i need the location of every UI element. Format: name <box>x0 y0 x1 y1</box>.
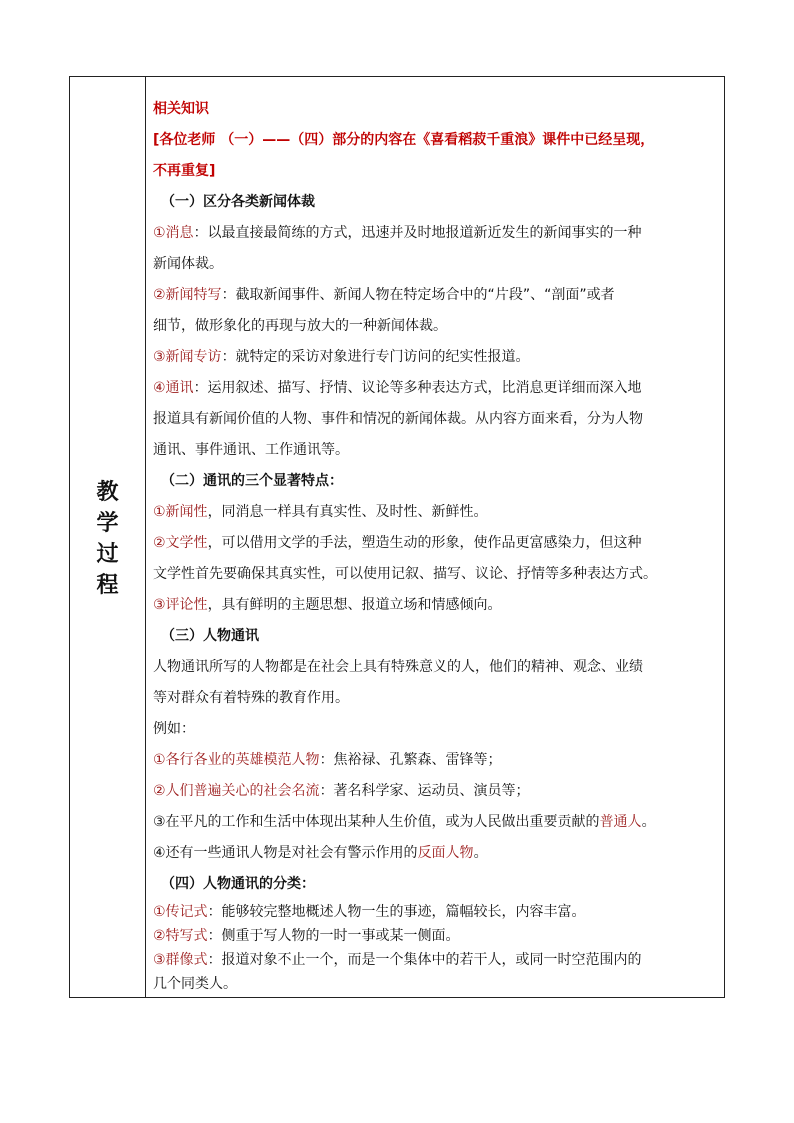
list-item: ③新闻专访：就特定的采访对象进行专门访问的纪实性报道。 <box>153 349 530 365</box>
list-item: ③在平凡的工作和生活中体现出某种人生价值，或为人民做出重要贡献的普通人。 <box>153 814 656 830</box>
list-item: ①传记式：能够较完整地概述人物一生的事迹，篇幅较长，内容丰富。 <box>153 904 586 920</box>
label-column <box>70 77 146 997</box>
list-item: ③评论性，具有鲜明的主题思想、报道立场和情感倾向。 <box>153 597 502 613</box>
label-char: 程 <box>96 572 119 598</box>
classification-list <box>153 900 718 996</box>
section-3-title: （三）人物通讯 <box>161 628 259 644</box>
list-item: ④通讯：运用叙述、描写、抒情、议论等多种表达方式，比消息更详细而深入地 报道具有新闻价值的人物、事件和情况的新闻体裁。从内容方面来看，分为人物 通讯、事件通讯、工作通讯等。 <box>153 380 643 458</box>
section-4-title: （四）人物通讯的分类： <box>161 876 315 892</box>
list-item: ④还有一些通讯人物是对社会有警示作用的反面人物。 <box>153 845 488 861</box>
content-cell <box>146 77 724 997</box>
list-item: ①消息：以最直接最简练的方式，迅速并及时地报道新近发生的新闻事实的一种 新闻体裁。 <box>153 225 642 272</box>
list-item: ①新闻性，同消息一样具有真实性、及时性、新鲜性。 <box>153 504 488 520</box>
section-label-teaching-process <box>70 477 145 601</box>
label-char: 学 <box>96 510 119 536</box>
example-label: 例如： <box>153 721 195 737</box>
list-item: ②文学性，可以借用文学的手法，塑造生动的形象，使作品更富感染力，但这种 文学性首先要确保其真实性，可以使用记叙、描写、议论、抒情等多种表达方式。 <box>153 535 657 582</box>
teacher-notice: [各位老师 （一）——（四）部分的内容在《喜看稻菽千重浪》课件中已经呈现， 不再重复] <box>153 132 655 179</box>
label-char: 教 <box>96 479 119 505</box>
lesson-table <box>69 76 725 998</box>
list-item: ①各行各业的英雄模范人物：焦裕禄、孔繁森、雷锋等； <box>153 752 502 768</box>
paragraph: 人物通讯所写的人物都是在社会上具有特殊意义的人，他们的精神、观念、业绩 等对群众有着特殊的教育作用。 <box>153 659 643 706</box>
related-knowledge-heading: 相关知识 <box>153 101 209 117</box>
section-2-title: （二）通讯的三个显著特点： <box>161 473 343 489</box>
label-char: 过 <box>96 541 119 567</box>
section-1-title: （一）区分各类新闻体裁 <box>161 194 315 210</box>
list-item: ②新闻特写：截取新闻事件、新闻人物在特定场合中的“片段”、“剖面”或者 细节，做形象化的再现与放大的一种新闻体裁。 <box>153 287 615 334</box>
list-item: ②特写式：侧重于写人物的一时一事或某一侧面。 <box>153 928 460 944</box>
list-item: ②人们普遍关心的社会名流：著名科学家、运动员、演员等； <box>153 783 530 799</box>
list-item: ③群像式：报道对象不止一个，而是一个集体中的若干人，或同一时空范围内的 几个同类人。 <box>153 952 642 992</box>
